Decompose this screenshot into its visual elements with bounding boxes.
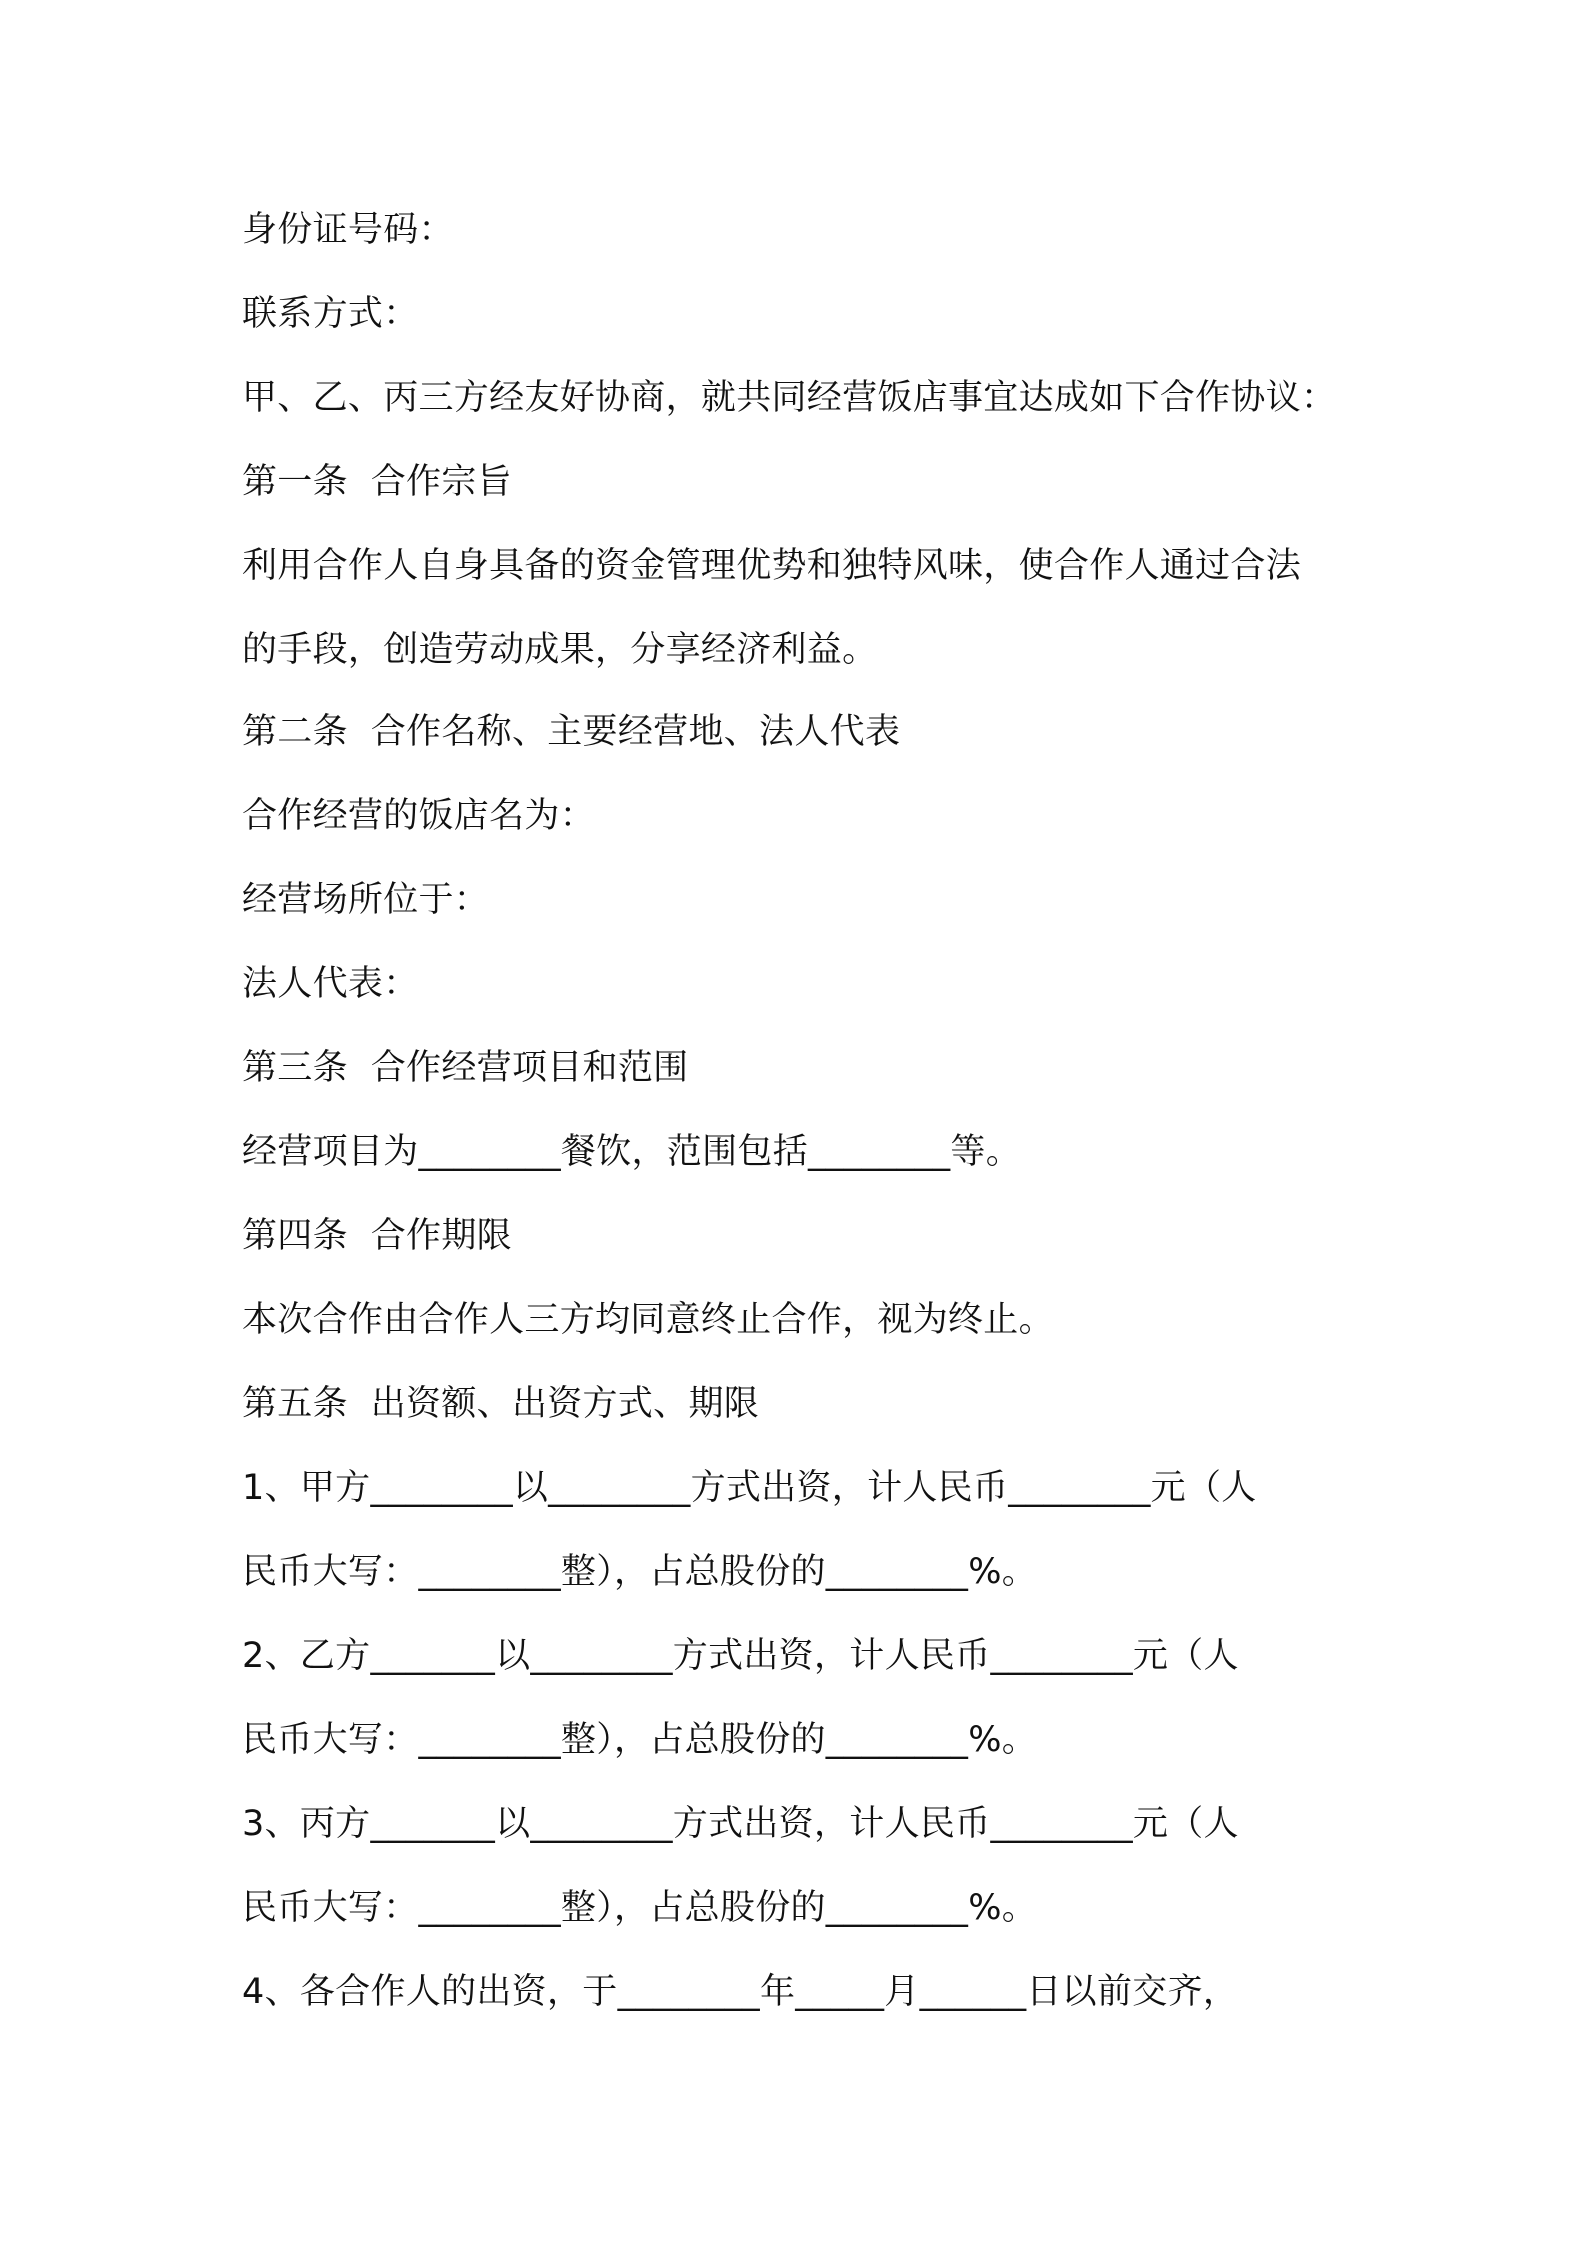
location-label: 经营场所位于： <box>242 880 490 920</box>
restaurant-name-label: 合作经营的饭店名为： <box>242 796 596 836</box>
item-2-line-1: 2、乙方_______以________方式出资，计人民币________元（人 <box>242 1636 1239 1676</box>
item-4-line-1: 4、各合作人的出资，于________年_____月______日以前交齐， <box>242 1972 1239 2012</box>
agreement-intro: 甲、乙、丙三方经友好协商，就共同经营饭店事宜达成如下合作协议： <box>242 378 1337 418</box>
article-4-heading: 第四条 合作期限 <box>242 1216 512 1256</box>
article-3-heading: 第三条 合作经营项目和范围 <box>242 1048 689 1088</box>
legal-rep-label: 法人代表： <box>242 964 419 1004</box>
item-3-line-2: 民币大写：________整），占总股份的________%。 <box>242 1888 1038 1928</box>
article-5-heading: 第五条 出资额、出资方式、期限 <box>242 1384 760 1424</box>
id-number-label: 身份证号码： <box>242 210 454 250</box>
article-2-heading: 第二条 合作名称、主要经营地、法人代表 <box>242 712 901 752</box>
article-1-heading: 第一条 合作宗旨 <box>242 462 512 502</box>
article-3-text: 经营项目为________餐饮，范围包括________等。 <box>242 1132 1022 1172</box>
article-1-text-line-2: 的手段，创造劳动成果，分享经济利益。 <box>242 630 878 670</box>
article-4-text: 本次合作由合作人三方均同意终止合作，视为终止。 <box>242 1300 1054 1340</box>
contact-label: 联系方式： <box>242 294 419 334</box>
item-2-line-2: 民币大写：________整），占总股份的________%。 <box>242 1720 1038 1760</box>
item-1-line-1: 1、甲方________以________方式出资，计人民币________元（人 <box>242 1468 1257 1508</box>
article-1-text-line-1: 利用合作人自身具备的资金管理优势和独特风味，使合作人通过合法 <box>242 546 1302 586</box>
item-1-line-2: 民币大写：________整），占总股份的________%。 <box>242 1552 1038 1592</box>
item-3-line-1: 3、丙方_______以________方式出资，计人民币________元（人 <box>242 1804 1239 1844</box>
